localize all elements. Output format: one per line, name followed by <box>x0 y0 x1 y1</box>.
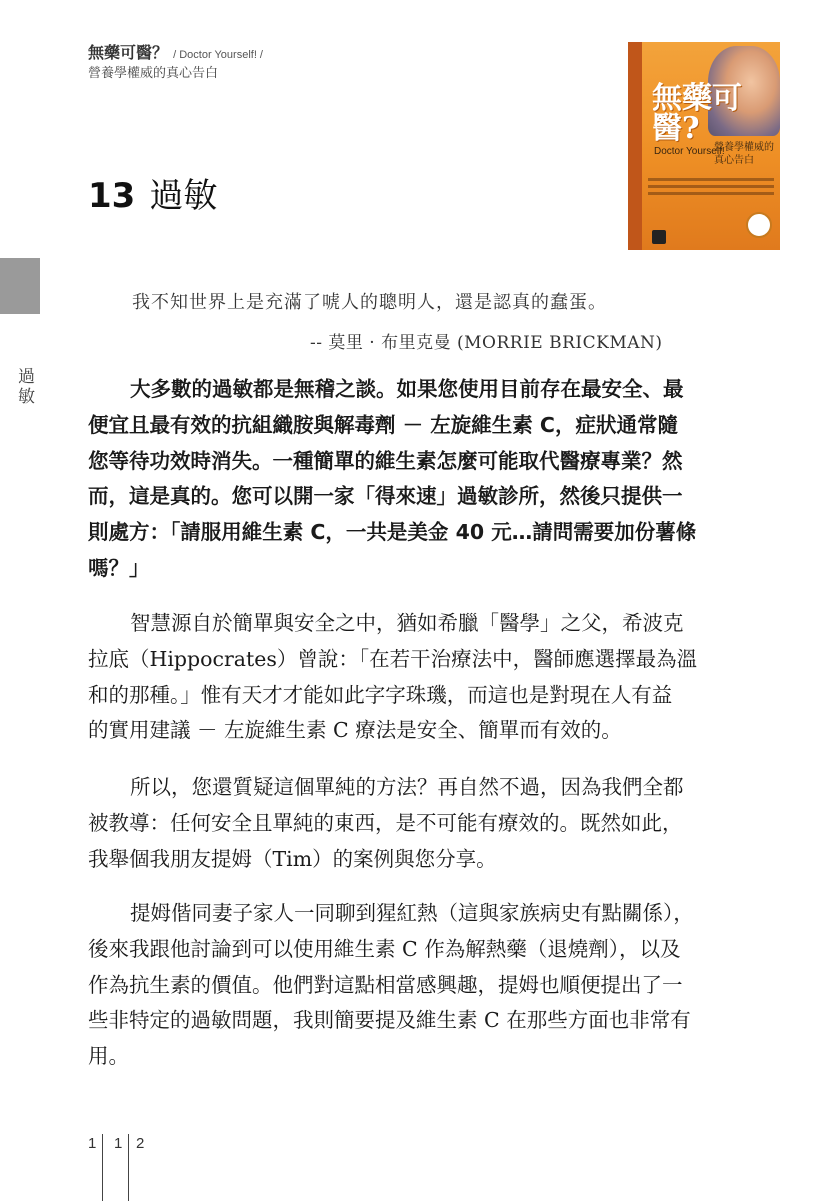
book-front <box>642 42 780 250</box>
epigraph-quote: 我不知世界上是充滿了唬人的聰明人，還是認真的蠢蛋。 <box>132 292 607 313</box>
book-chinese-subtitle: 營養學權威的真心告白 <box>714 142 774 166</box>
page-number-divider <box>102 1134 103 1201</box>
page-number-digit: 2 <box>136 1135 145 1152</box>
running-header-title <box>88 40 263 63</box>
paragraph-4 <box>88 896 744 1075</box>
paragraph-line: 後來我跟他討論到可以使用維生素 C 作為解熱藥（退燒劑），以及 <box>88 936 681 961</box>
paragraph-line: 些非特定的過敏問題，我則簡要提及維生素 C 在那些方面也非常有 <box>88 1008 691 1033</box>
paragraph-line: 我舉個我朋友提姆（Tim）的案例與您分享。 <box>88 846 497 871</box>
side-thumb-tab <box>0 258 40 314</box>
paragraph-line: 而，這是真的。您可以開一家「得來速」過敏診所，然後只提供一 <box>88 484 683 509</box>
paragraph-line: 被教導：任何安全且單純的東西，是不可能有療效的。既然如此， <box>88 810 683 835</box>
running-header-subtitle: 營養學權威的真心告白 <box>88 66 219 81</box>
book-cover-image <box>628 42 780 250</box>
book-english-title: Doctor Yourself! <box>654 146 725 157</box>
paragraph-line: 提姆偕同妻子家人一同聊到猩紅熱（這與家族病史有點關係）， <box>130 901 694 925</box>
book-badge-icon <box>746 212 772 238</box>
header-title-zh: 無藥可醫？ <box>88 43 169 62</box>
paragraph-1 <box>88 372 744 587</box>
page-number-digit: 1 <box>114 1135 123 1152</box>
paragraph-line: 智慧源自於簡單與安全之中，猶如希臘「醫學」之父，希波克 <box>130 611 684 635</box>
paragraph-line: 作為抗生素的價值。他們對這點相當感興趣，提姆也順便提出了一 <box>88 972 683 997</box>
paragraph-line: 大多數的過敏都是無稽之談。如果您使用目前存在最安全、最 <box>130 377 684 401</box>
epigraph-attribution: -- 莫里 · 布里克曼 (MORRIE BRICKMAN) <box>310 333 663 353</box>
paragraph-line: 您等待功效時消失。一種簡單的維生素怎麼可能取代醫療專業？然 <box>88 448 683 473</box>
paragraph-line: 拉底（Hippocrates）曾說：「在若干治療法中，醫師應選擇最為溫 <box>88 646 698 671</box>
paragraph-line: 嗎？」 <box>88 555 150 580</box>
paragraph-line: 則處方：「請服用維生素 C，一共是美金 40 元…請問需要加份薯條 <box>88 520 697 545</box>
publisher-logo-icon <box>652 230 666 244</box>
paragraph-line: 的實用建議 － 左旋維生素 C 療法是安全、簡單而有效的。 <box>88 718 622 743</box>
header-title-en: / Doctor Yourself! / <box>173 49 263 61</box>
paragraph-line: 便宜且最有效的抗組織胺與解毒劑 － 左旋維生素 C，症狀通常隨 <box>88 412 678 437</box>
book-spine <box>628 42 642 250</box>
paragraph-line: 和的那種。」惟有天才才能如此字字珠璣，而這也是對現在人有益 <box>88 682 673 707</box>
chapter-number: 13 <box>88 176 136 216</box>
chapter-heading <box>88 168 217 217</box>
paragraph-line: 所以，您還質疑這個單純的方法？再自然不過，因為我們全都 <box>130 775 684 799</box>
side-chapter-label: 過敏 <box>18 367 35 407</box>
book-main-title: 無藥可醫? <box>652 81 742 146</box>
chapter-title: 過敏 <box>149 176 218 216</box>
book-blurb-lines <box>648 178 774 199</box>
paragraph-3 <box>88 770 744 877</box>
paragraph-2 <box>88 606 744 749</box>
page-number-divider <box>128 1134 129 1201</box>
page-number-digit: 1 <box>88 1135 97 1152</box>
paragraph-line: 用。 <box>88 1044 129 1069</box>
